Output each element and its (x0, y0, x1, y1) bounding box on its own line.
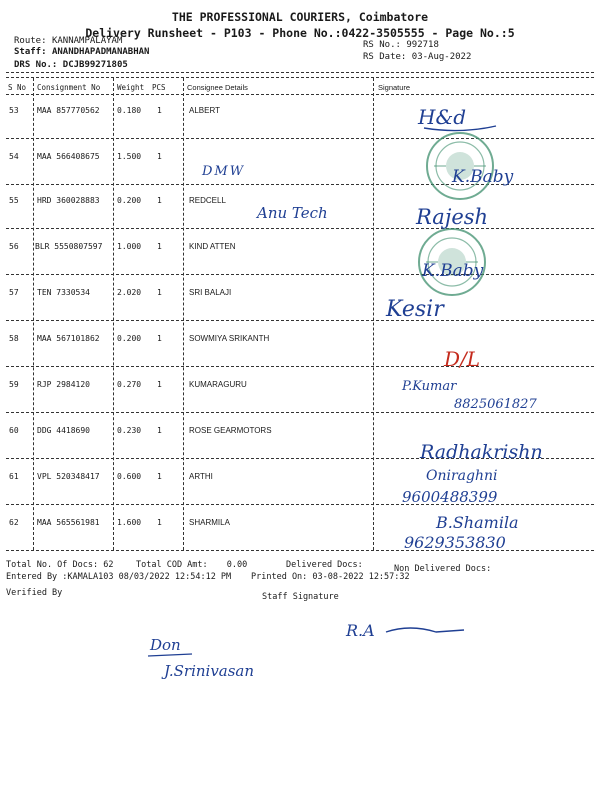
row-weight: 0.270 (117, 380, 142, 389)
verified-by-label: Verified By (6, 588, 63, 598)
drs-line (14, 60, 128, 70)
row-sno: 60 (9, 426, 19, 435)
signature-text: Oniraghni (426, 468, 498, 484)
rs-no-line (363, 40, 439, 50)
total-docs-value: 62 (103, 560, 114, 570)
signature-text: Kesir (386, 297, 444, 322)
total-cod-value: 0.00 (226, 560, 248, 570)
row-pcs: 1 (157, 472, 162, 481)
rs-date-label: RS Date: (363, 52, 407, 62)
row-weight: 1.600 (117, 518, 142, 527)
signature-row-53 (380, 98, 594, 142)
signature-phone-text: 9629353830 (404, 533, 506, 552)
staff-label: Staff: (14, 47, 47, 57)
total-cod-label: Total COD Amt: (136, 560, 208, 570)
row-consignee: SRI BALAJI (189, 288, 232, 297)
signature-text: K.Baby (422, 261, 484, 281)
signature-row-59 (380, 370, 594, 414)
staff-signature (340, 612, 480, 646)
row-pcs: 1 (157, 152, 162, 161)
row-weight: 0.600 (117, 472, 142, 481)
row-sno: 55 (9, 196, 19, 205)
row-consignee: SOWMIYA SRIKANTH (189, 334, 270, 343)
document-title: THE PROFESSIONAL COURIERS, Coimbatore (171, 10, 429, 24)
drs-label: DRS No.: (14, 60, 58, 70)
row-pcs: 1 (157, 334, 162, 343)
signature-text: Rajesh (416, 205, 489, 229)
col-header-signature: Signature (378, 83, 411, 92)
row-consignment-no: HRD 360028883 (37, 196, 100, 205)
note-anu-tech-text: Anu Tech (257, 204, 328, 222)
rs-date-line (363, 52, 471, 62)
row-consignment-no: MAA 565561981 (37, 518, 100, 527)
col-header-weight: Weight (117, 83, 145, 92)
row-consignee: SHARMILA (189, 518, 230, 527)
drs-value: DCJB99271805 (62, 60, 128, 70)
total-docs-label: Total No. Of Docs: (6, 560, 99, 570)
row-consignment-no: MAA 567101862 (37, 334, 100, 343)
row-pcs: 1 (157, 288, 162, 297)
table-top-rule (6, 72, 594, 73)
signature-text: D/L (444, 347, 481, 371)
row-pcs: 1 (157, 426, 162, 435)
row-sno: 54 (9, 152, 19, 161)
signature-row-62 (380, 508, 594, 552)
row-consignment-no: VPL 520348417 (37, 472, 100, 481)
signature-text: H&d (418, 105, 467, 129)
row-consignee: REDCELL (189, 196, 226, 205)
row-consignment-no: MAA 857770562 (37, 106, 100, 115)
verified-signature-line1: Don (150, 636, 181, 654)
signature-row-54 (380, 156, 594, 200)
document-subtitle: Delivery Runsheet - P103 - Phone No.:0422-3505555 - Page No.:5 (85, 26, 515, 40)
handwritten-note-anu-tech (255, 198, 365, 226)
note-dmw-text: DMW (202, 164, 246, 179)
entered-by: Entered By :KAMALA103 08/03/2022 12:54:12 PM (6, 572, 232, 582)
col-header-sno: S No (8, 83, 27, 92)
row-consignment-no: MAA 566408675 (37, 152, 100, 161)
route-line (14, 36, 122, 46)
row-weight: 0.200 (117, 196, 142, 205)
table-top-rule-2 (6, 77, 594, 78)
row-weight: 1.000 (117, 242, 142, 251)
route-value: KANNAMPALAYAM (51, 36, 123, 46)
row-consignee: KIND ATTEN (189, 242, 236, 251)
row-sno: 56 (9, 242, 19, 251)
printed-on: Printed On: 03-08-2022 12:57:32 (251, 572, 410, 582)
row-weight: 2.020 (117, 288, 142, 297)
signature-text: Radhakrishn (420, 441, 543, 463)
verified-signature-line2: J.Srinivasan (164, 662, 255, 680)
verified-by-signature (140, 628, 310, 688)
row-consignee: ARTHI (189, 472, 213, 481)
non-delivered-docs-label: Non Delivered Docs: (394, 564, 492, 574)
rs-no-value: 992718 (406, 40, 439, 50)
row-consignment-no: DDG 4418690 (37, 426, 90, 435)
row-consignee: KUMARAGURU (189, 380, 247, 389)
row-sno: 59 (9, 380, 19, 389)
row-consignment-no: BLR 5550807597 (35, 242, 103, 251)
row-weight: 0.180 (117, 106, 142, 115)
total-docs (6, 560, 114, 570)
rs-no-label: RS No.: (363, 40, 401, 50)
row-weight: 1.500 (117, 152, 142, 161)
row-pcs: 1 (157, 518, 162, 527)
delivered-docs-label: Delivered Docs: (286, 560, 363, 570)
staff-signature-label: Staff Signature (262, 592, 339, 602)
row-sno: 53 (9, 106, 19, 115)
staff-value: ANANDHAPADMANABHAN (51, 47, 150, 57)
signature-text: K.Baby (452, 167, 514, 187)
row-consignee: ALBERT (189, 106, 220, 115)
rs-date-value: 03-Aug-2022 (411, 52, 472, 62)
col-header-consignment: Consignment No (37, 83, 101, 92)
row-weight: 0.230 (117, 426, 142, 435)
col-header-consignee: Consignee Details (187, 83, 248, 92)
signature-phone-text: 8825061827 (454, 397, 537, 412)
row-consignment-no: TEN 7330534 (37, 288, 90, 297)
row-pcs: 1 (157, 106, 162, 115)
row-sno: 58 (9, 334, 19, 343)
row-consignment-no: RJP 2984120 (37, 380, 90, 389)
total-cod (136, 560, 247, 570)
row-sno: 61 (9, 472, 19, 481)
handwritten-note-dmw (200, 155, 270, 183)
staff-line (14, 47, 149, 57)
header-bottom-rule (6, 94, 594, 95)
row-sno: 57 (9, 288, 19, 297)
signature-row-57 (380, 288, 594, 332)
col-header-pcs: PCS (152, 83, 166, 92)
route-label: Route: (14, 36, 47, 46)
staff-signature-text: R.A (346, 621, 375, 640)
signature-row-55 (380, 196, 594, 240)
signature-text: P.Kumar (402, 379, 457, 394)
row-consignee: ROSE GEARMOTORS (189, 426, 272, 435)
signature-text: B.Shamila (436, 513, 519, 532)
row-weight: 0.200 (117, 334, 142, 343)
signature-row-61 (380, 462, 594, 506)
row-pcs: 1 (157, 196, 162, 205)
row-pcs: 1 (157, 242, 162, 251)
row-pcs: 1 (157, 380, 162, 389)
row-sno: 62 (9, 518, 19, 527)
signature-phone-text: 9600488399 (402, 488, 498, 506)
